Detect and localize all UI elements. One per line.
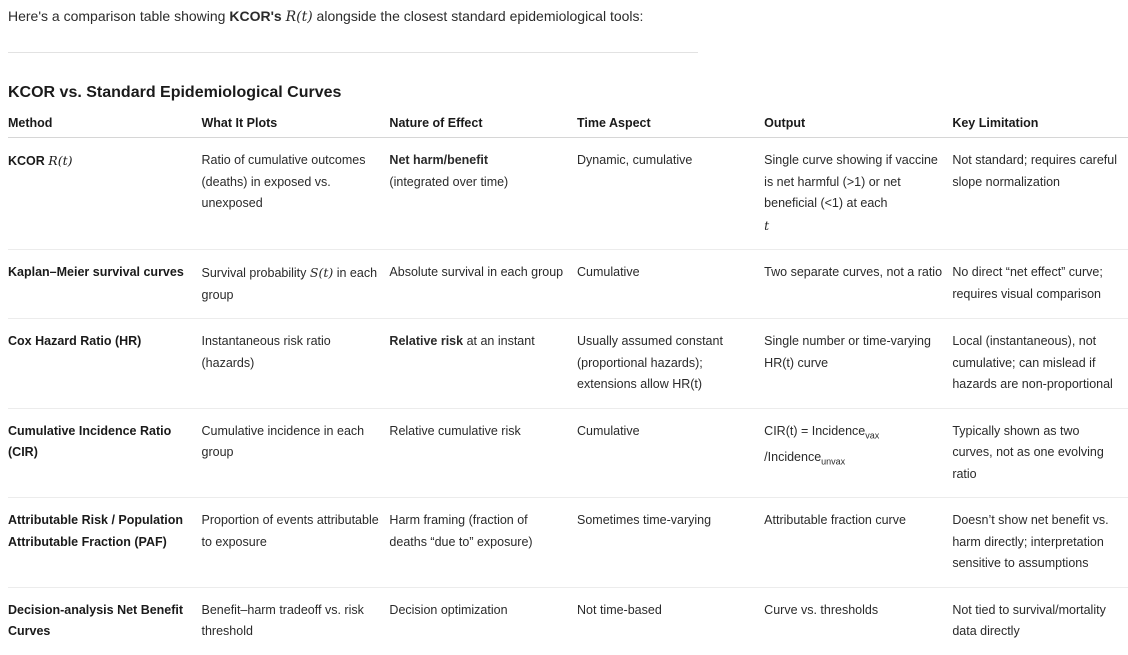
table-row bbox=[8, 498, 1128, 588]
intro-suffix: alongside the closest standard epidemiological tools: bbox=[312, 8, 644, 24]
cell-limitation: Not standard; requires careful slope normalization bbox=[952, 138, 1128, 250]
cell-method bbox=[8, 138, 202, 250]
cell-time: Cumulative bbox=[577, 250, 764, 319]
cell-time: Cumulative bbox=[577, 408, 764, 498]
divider bbox=[8, 52, 698, 53]
cell-method: Decision-analysis Net Benefit Curves bbox=[8, 602, 184, 638]
intro-rt: R(t) bbox=[285, 9, 313, 25]
effect-rest: (integrated over time) bbox=[389, 174, 509, 189]
output-sub-unvax: unvax bbox=[821, 456, 846, 466]
cell-plots: Instantaneous risk ratio (hazards) bbox=[202, 319, 390, 409]
plots-math: S(t) bbox=[309, 265, 334, 280]
cell-output: Curve vs. thresholds bbox=[764, 602, 879, 617]
cell-effect: Absolute survival in each group bbox=[389, 250, 577, 319]
plots-rest: in each group bbox=[201, 266, 378, 302]
header-what-it-plots: What It Plots bbox=[202, 112, 390, 138]
table-row bbox=[8, 138, 1128, 250]
cell-effect bbox=[389, 138, 577, 250]
cell-method: Cumulative Incidence Ratio (CIR) bbox=[8, 408, 202, 498]
cell-limitation: Local (instantaneous), not cumulative; can mislead if hazards are non-proportional bbox=[952, 319, 1128, 409]
effect-rest: at an instant bbox=[463, 334, 535, 348]
output-math: t bbox=[764, 217, 770, 233]
table-row bbox=[8, 587, 1128, 655]
table-header-row bbox=[8, 112, 1128, 138]
cell-method: Attributable Risk / Population Attributable Fraction (PAF) bbox=[8, 498, 202, 588]
header-time-aspect: Time Aspect bbox=[577, 112, 764, 138]
cell-plots: Ratio of cumulative outcomes (deaths) in exposed vs. unexposed bbox=[202, 138, 390, 250]
cell-effect: Harm framing (fraction of deaths “due to” exposure) bbox=[389, 498, 577, 588]
cell-limitation: Typically shown as two curves, not as one evolving ratio bbox=[952, 408, 1128, 498]
cell-time: Sometimes time-varying bbox=[577, 498, 764, 588]
cell-output: Single number or time-varying HR(t) curve bbox=[764, 319, 952, 409]
header-key-limitation: Key Limitation bbox=[952, 112, 1128, 138]
effect-bold: Net harm/benefit bbox=[389, 153, 489, 167]
cell-effect bbox=[389, 319, 577, 409]
cell-plots bbox=[202, 250, 390, 319]
output-sub-vax: vax bbox=[865, 430, 880, 440]
intro-text bbox=[8, 6, 643, 27]
table-row bbox=[8, 319, 1128, 409]
cell-limitation: No direct “net effect” curve; requires visual comparison bbox=[952, 250, 1128, 319]
table-row bbox=[8, 250, 1128, 319]
output-b: /Incidence bbox=[764, 449, 822, 464]
header-output: Output bbox=[764, 112, 952, 138]
cell-time: Not time-based bbox=[577, 602, 662, 617]
cell-effect: Relative cumulative risk bbox=[389, 408, 577, 498]
cell-limitation: Doesn’t show net benefit vs. harm directly; interpretation sensitive to assumptions bbox=[952, 498, 1128, 588]
method-text: KCOR bbox=[8, 154, 45, 168]
cell-time: Dynamic, cumulative bbox=[577, 138, 764, 250]
cell-method: Cox Hazard Ratio (HR) bbox=[8, 319, 202, 409]
cell-output bbox=[764, 138, 952, 250]
output-text: Single curve showing if vaccine is net harmful (>1) or net beneficial (<1) at each bbox=[764, 153, 938, 210]
cell-plots: Proportion of events attributable to exposure bbox=[202, 498, 390, 588]
header-nature-of-effect: Nature of Effect bbox=[389, 112, 577, 138]
intro-prefix: Here's a comparison table showing bbox=[8, 8, 230, 24]
cell-output bbox=[764, 408, 952, 498]
cell-plots: Benefit–harm tradeoff vs. risk threshold bbox=[201, 602, 364, 638]
comparison-table bbox=[8, 112, 1128, 655]
output-a: CIR(t) = Incidence bbox=[764, 423, 866, 438]
cell-output: Attributable fraction curve bbox=[764, 498, 952, 588]
cell-output: Two separate curves, not a ratio bbox=[764, 250, 952, 319]
cell-time: Usually assumed constant (proportional hazards); extensions allow HR(t) bbox=[577, 319, 764, 409]
header-method: Method bbox=[8, 112, 202, 138]
plots-text: Survival probability bbox=[201, 266, 307, 280]
table-row bbox=[8, 408, 1128, 498]
cell-effect: Decision optimization bbox=[389, 602, 508, 617]
effect-bold: Relative risk bbox=[389, 334, 464, 348]
cell-method: Kaplan–Meier survival curves bbox=[8, 250, 202, 319]
intro-kcor: KCOR's bbox=[229, 8, 282, 24]
method-math: R(t) bbox=[48, 153, 73, 168]
section-title: KCOR vs. Standard Epidemiological Curves bbox=[8, 84, 342, 101]
cell-limitation: Not tied to survival/mortality data directly bbox=[952, 602, 1106, 638]
cell-plots: Cumulative incidence in each group bbox=[202, 408, 390, 498]
